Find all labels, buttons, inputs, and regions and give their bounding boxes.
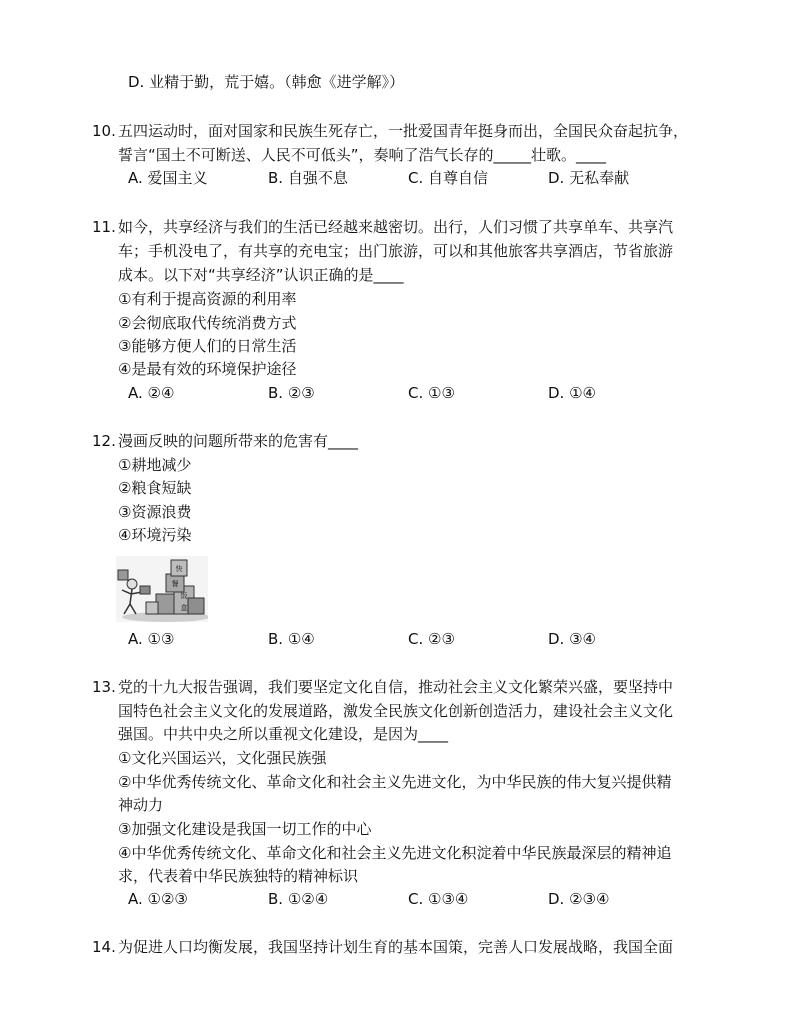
question-text-line: 国特色社会主义文化的发展道路，激发全民族文化创新创造活力，建设社会主义文化 [118,702,674,720]
question-text-line: 五四运动时，面对国家和民族生死存亡，一批爱国青年挺身而出，全国民众奋起抗争， [118,122,689,140]
option-a[interactable]: A. ②④ [128,384,175,402]
statement-2: ②中华优秀传统文化、革命文化和社会主义先进文化，为中华民族的伟大复兴提供精 [118,773,672,791]
statement-3: ③资源浪费 [118,503,192,521]
question-number: 10. [92,122,116,140]
cartoon-label: 快 [175,565,183,573]
statement-4-cont: 求，代表着中华民族独特的精神标识 [118,867,359,885]
question-number: 14. [92,938,116,956]
option-d[interactable]: D. ②③④ [548,890,610,908]
question-number: 13. [92,678,116,696]
option-c[interactable]: C. ①③④ [408,890,469,908]
statement-2-cont: 神动力 [118,796,164,814]
statement-4: ④环境污染 [118,526,192,544]
option-a[interactable]: A. ①③ [128,630,175,648]
option-a[interactable]: A. 爱国主义 [128,169,208,187]
option-b[interactable]: B. 自强不息 [268,169,348,187]
question-number: 12. [92,432,116,450]
statement-4: ④是最有效的环境保护途径 [118,360,297,378]
question-text-line: 成本。以下对“共享经济”认识正确的是____ [118,266,404,284]
question-text-line: 为促进人口均衡发展，我国坚持计划生育的基本国策，完善人口发展战略，我国全面 [118,938,674,956]
answer-options [128,383,688,405]
statement-3: ③能够方便人们的日常生活 [118,337,297,355]
option-b[interactable]: B. ①④ [268,630,315,648]
answer-options [128,629,688,651]
option-c[interactable]: C. ②③ [408,630,455,648]
statement-2: ②会彻底取代传统消费方式 [118,314,297,332]
statement-1: ①有利于提高资源的利用率 [118,290,297,308]
answer-options [128,168,688,190]
option-c[interactable]: C. ①③ [408,384,455,402]
cartoon-label: 饭 [180,592,188,600]
statement-1: ①文化兴国运兴，文化强民族强 [118,749,327,767]
option-c[interactable]: C. 自尊自信 [408,169,489,187]
prev-option-d: D. 业精于勤，荒于嬉。（韩愈《进学解》） [128,73,405,91]
cartoon-label: 餐 [171,580,179,588]
statement-4: ④中华优秀传统文化、革命文化和社会主义先进文化积淀着中华民族最深层的精神追 [118,844,672,862]
option-a[interactable]: A. ①②③ [128,890,188,908]
option-d[interactable]: D. ③④ [548,630,596,648]
question-text-line: 誓言“国土不可断送、人民不可低头”，奏响了浩气长存的_____壮歌。____ [118,146,607,164]
answer-options [128,889,688,911]
question-text-line: 强国。中共中央之所以重视文化建设，是因为____ [118,725,449,743]
statement-1: ①耕地减少 [118,456,192,474]
question-text-line: 漫画反映的问题所带来的危害有____ [118,432,359,450]
option-b[interactable]: B. ②③ [268,384,315,402]
question-text-line: 如今，共享经济与我们的生活已经越来越密切。出行，人们习惯了共享单车、共享汽 [118,218,674,236]
question-text-line: 车；手机没电了，有共享的充电宝；出门旅游，可以和其他旅客共享酒店，节省旅游 [118,242,674,260]
statement-3: ③加强文化建设是我国一切工作的中心 [118,820,372,838]
cartoon-label: 盒 [180,604,188,612]
question-text-line: 党的十九大报告强调，我们要坚定文化自信，推动社会主义文化繁荣兴盛，要坚持中 [118,678,674,696]
statement-2: ②粮食短缺 [118,479,192,497]
option-d[interactable]: D. ①④ [548,384,596,402]
option-d[interactable]: D. 无私奉献 [548,169,630,187]
question-number: 11. [92,218,116,236]
cartoon-image [116,556,208,622]
option-b[interactable]: B. ①②④ [268,890,329,908]
